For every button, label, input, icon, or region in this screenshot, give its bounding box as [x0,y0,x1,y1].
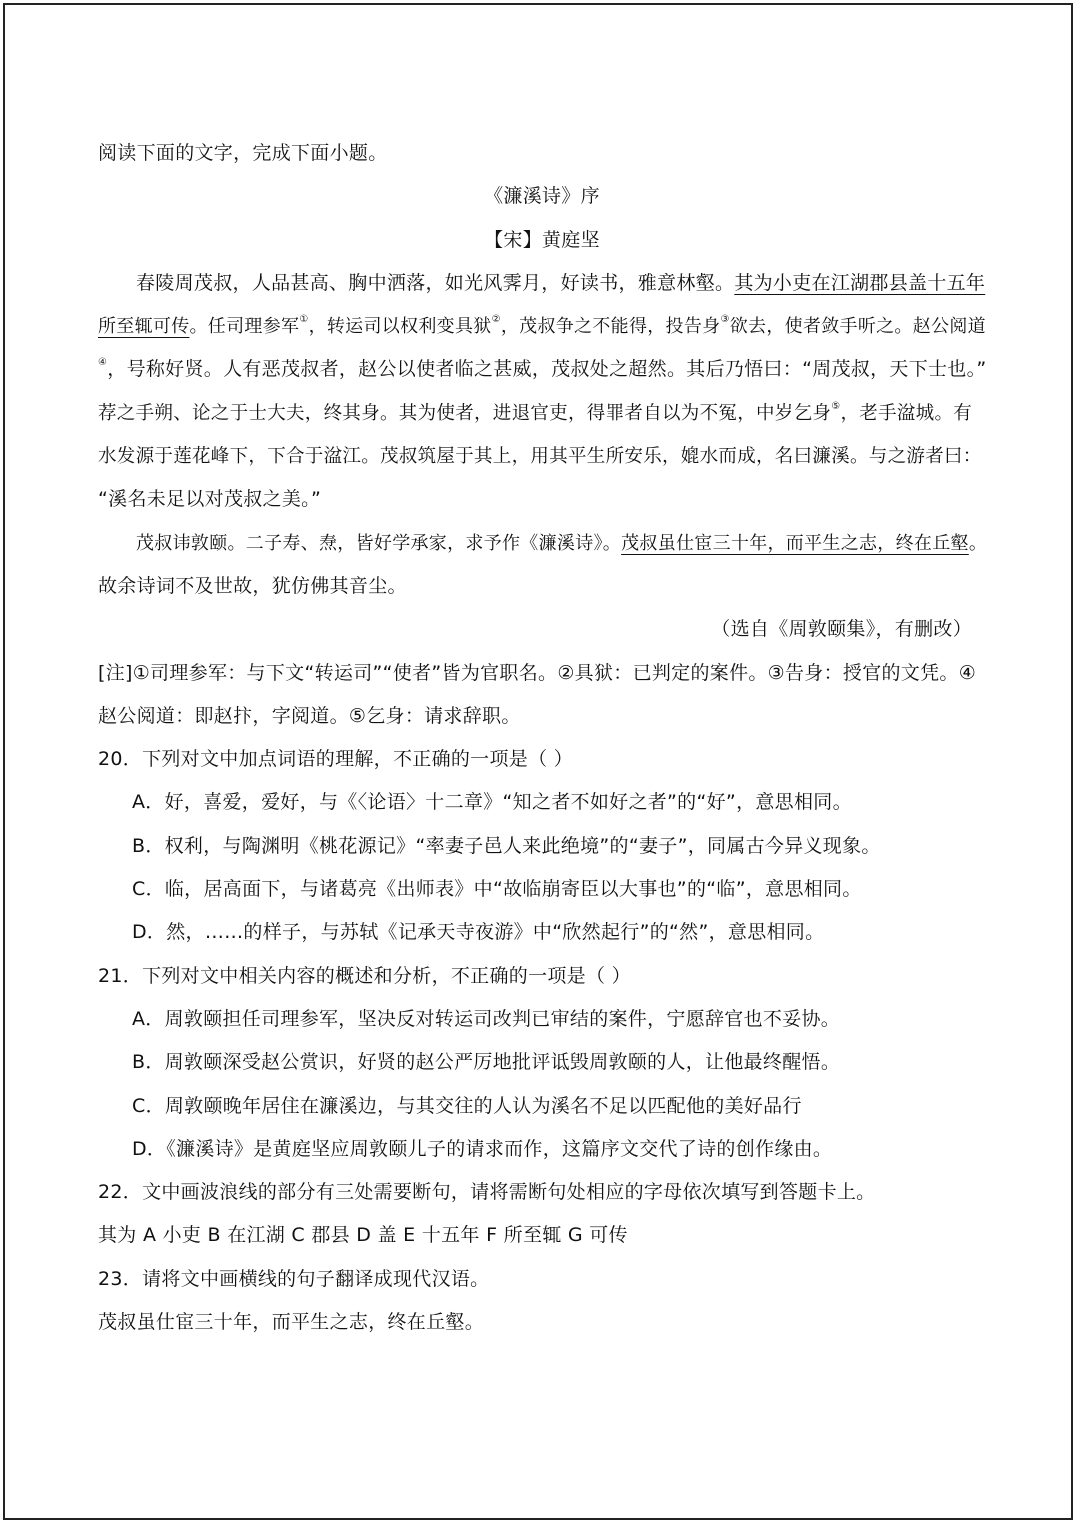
text-span: 。 [968,532,988,554]
text-span: 欲去，使者敛手听之。赵公阅道 [729,316,986,338]
underlined-sentence: 茂叔虽仕宦三十年，而平生之志，终在丘壑 [621,532,969,554]
passage-p1-line2 [98,305,986,348]
wavy-underlined-sentence-end: 所至辄可传 [98,316,190,338]
question-21-option-b: B．周敦颐深受赵公赏识，好贤的赵公严厉地批评诋毁周敦颐的人，让他最终醒悟。 [132,1051,841,1074]
note-marker-2: ② [491,314,501,326]
passage-p1-line1 [98,262,986,305]
passage-title: 《濂溪诗》序 [484,185,600,208]
passage-p1-line4 [98,392,986,435]
question-20-option-b: B．权利，与陶渊明《桃花源记》“率妻子邑人来此绝境”的“妻子”，同属古今异义现象。 [132,834,881,857]
question-20-option-c: C．临，居高面下，与诸葛亮《出师表》中“故临崩寄臣以大事也”的“临”，意思相同。 [132,878,862,901]
passage-p2-line2: 故余诗词不及世故，犹仿佛其音尘。 [98,574,407,597]
document-body [98,132,986,1344]
question-20-stem: 20．下列对文中加点词语的理解，不正确的一项是（ ） [98,748,574,771]
note-marker-4: ④ [98,357,108,369]
note-marker-3: ③ [720,314,730,326]
question-23-sentence: 茂叔虽仕宦三十年，而平生之志，终在丘壑。 [98,1311,485,1334]
passage-p2-line1 [98,522,986,565]
text-span: ，茂叔争之不能得，投告身 [500,316,721,338]
intro-instruction: 阅读下面的文字，完成下面小题。 [98,142,388,164]
question-22-stem: 22．文中画波浪线的部分有三处需要断句，请将需断句处相应的字母依次填写到答题卡上。 [98,1181,876,1204]
passage-p1-line6: “溪名未足以对茂叔之美。” [98,488,322,511]
passage-author: 【宋】黄庭坚 [484,228,600,251]
question-23-stem: 23．请将文中画横线的句子翻译成现代汉语。 [98,1267,490,1290]
question-21-option-c: C．周敦颐晚年居住在濂溪边，与其交往的人认为溪名不足以匹配他的美好品行 [132,1094,802,1117]
text-span: ，转运司以权利变具狱 [308,316,492,338]
passage-source: （选自《周敦颐集》，有删改） [711,618,972,641]
text-span: ，老手湓城。有 [840,402,973,424]
passage-p1-line3 [98,348,986,391]
note-marker-1: ① [299,314,309,326]
text-span: 茂叔讳敦颐。二子寿、焘，皆好学承家，求予作《濂溪诗》。 [136,532,622,554]
text-span: 荐之手朔、论之于士大夫，终其身。其为使者，进退官吏，得罪者自以为不冤，中岁乞身 [98,402,832,424]
question-20-option-d: D．然，……的样子，与苏轼《记承天寺夜游》中“欣然起行”的“然”，意思相同。 [132,921,825,944]
wavy-underlined-sentence: 其为小吏在江湖郡县盖十五年 [734,271,986,294]
question-21-stem: 21．下列对文中相关内容的概述和分析，不正确的一项是（ ） [98,964,631,987]
passage-p1-line5: 水发源于莲花峰下，下合于湓江。茂叔筑屋于其上，用其平生所安乐，媲水而成，名曰濂溪。与之游者曰： [98,446,982,468]
text-span: 春陵周茂叔，人品甚高、胸中洒落，如光风霁月，好读书，雅意林壑。 [136,271,735,294]
question-20-option-a: A．好，喜爱，爱好，与《〈论语〉十二章》“知之者不如好之者”的“好”，意思相同。 [132,791,852,814]
question-22-sentence: 其为 A 小吏 B 在江湖 C 郡县 D 盖 E 十五年 F 所至辄 G 可传 [98,1224,628,1247]
question-21-option-d: D．《濂溪诗》是黄庭坚应周敦颐儿子的请求而作，这篇序文交代了诗的创作缘由。 [132,1137,833,1160]
notes-line1: [注]①司理参军：与下文“转运司”“使者”皆为官职名。②具狱：已判定的案件。③告身：授官的文凭。④ [98,661,977,684]
text-span: ，号称好贤。人有恶茂叔者，赵公以使者临之甚威，茂叔处之超然。其后乃悟曰：“周茂叔，天下士也。” [107,358,987,381]
notes-line2: 赵公阅道：即赵抃，字阅道。⑤乞身：请求辞职。 [98,704,521,727]
question-21-option-a: A．周敦颐担任司理参军，坚决反对转运司改判已审结的案件，宁愿辞官也不妥协。 [132,1007,841,1030]
note-marker-5: ⑤ [831,400,841,412]
text-span: 。任司理参军 [189,316,300,338]
